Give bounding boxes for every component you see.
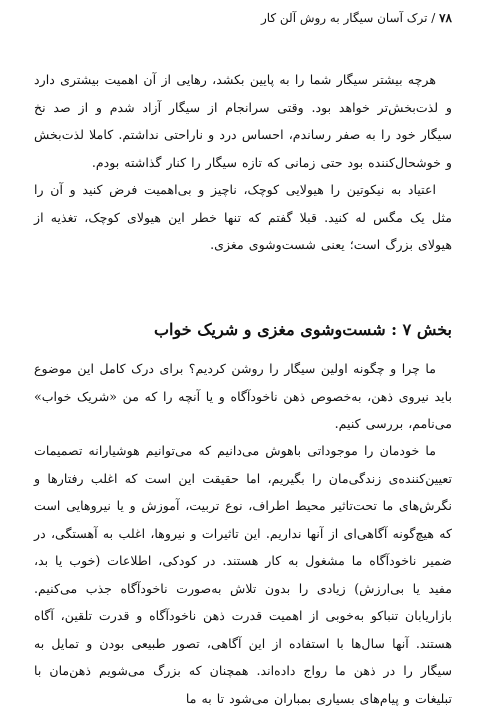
page-number: ۷۸ xyxy=(439,11,452,25)
book-title: ترک آسان سیگار به روش آلن کار xyxy=(260,11,428,25)
header-separator: / xyxy=(427,11,440,25)
body-paragraph: اعتیاد به نیکوتین را هیولایی کوچک، ناچیز و بی‌اهمیت فرض کنید و آن را مثل یک مگس له کنید. قبلا گفتم که تنها خطر این هیولای کوچک، تغذیه از هیولای بزرگ است؛ یعنی شست‌وشوی مغزی. xyxy=(34,182,452,252)
section-paragraph: ما چرا و چگونه اولین سیگار را روشن کردیم؟ برای درک کامل این موضوع باید نیروی ذهن، به‌خصوص ذهن ناخودآگاه و یا آنچه را که من «شریک خواب» می‌نامم، بررسی کنیم. xyxy=(34,361,452,431)
section-title: بخش ۷ : شست‌وشوی مغزی و شریک خواب xyxy=(153,320,452,339)
section-paragraph: ما خودمان را موجوداتی باهوش می‌دانیم که می‌توانیم هوشیارانه تصمیمات تعیین‌کننده‌ی زندگی‌مان را بگیریم، اما حقیقت این است که اغلب رفتارها و نگرش‌های ما تحت‌تاثیر محیط اطراف، نوع تربیت، آموزش و یا نیروهایی است که هیچ‌گونه آگاهی‌ای از آنها نداریم. این تاثیرات و نیروها، اغلب به آهستگی، در ضمیر ناخودآگاه ما مشغول به کار هستند. در کودکی، اطلاعات (خوب یا بد، مفید یا بی‌ارزش) زیادی را بدون تلاش به‌صورت ناخودآگاه جذب می‌کنیم. بازاریابان تنباکو به‌خوبی از اهمیت قدرت ذهن ناخودآگاه و قدرت تلقین، آگاه هستند. آنها سال‌ها با استفاده از این آگاهی، تصور طبیعی بودن و تمایل به سیگار را در ذهن ما رواج داده‌اند. همچنان که بزرگ می‌شویم ذهن‌مان با تبلیغات و پیام‌های بسیاری بمباران می‌شود تا به ما xyxy=(34,443,452,706)
book-page xyxy=(34,0,452,720)
body-paragraph: هرچه بیشتر سیگار شما را به پایین بکشد، رهایی از آن اهمیت بیشتری دارد و لذت‌بخش‌تر خواهد بود. وقتی سرانجام از سیگار آزاد شدم و از صد نخ سیگار خود را به صفر رساندم، احساس درد و ناراحتی نداشتم. کاملا لذت‌بخش و خوشحال‌کننده بود حتی زمانی که تازه سیگار را کنار گذاشته بودم. xyxy=(34,72,452,170)
running-header xyxy=(34,10,452,26)
